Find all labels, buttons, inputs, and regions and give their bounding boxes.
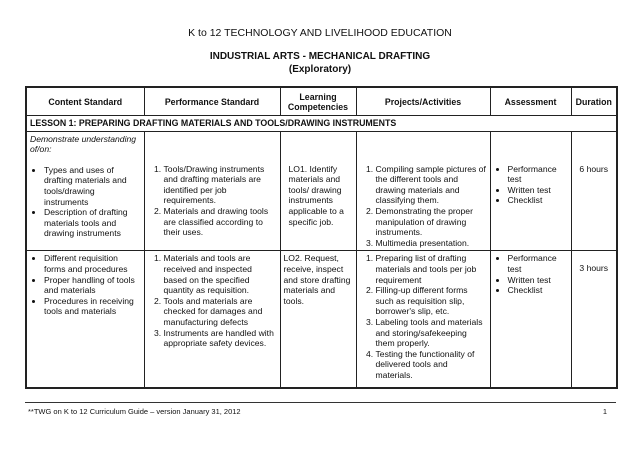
list-item: 1. Compiling sample pictures of the different tools and drawing materials and classifying them. bbox=[376, 164, 487, 206]
list-item: • Performance test bbox=[508, 164, 568, 185]
list-item: 3. Multimedia presentation. bbox=[376, 238, 487, 249]
col-header: Content Standard bbox=[26, 87, 144, 116]
table-row bbox=[26, 251, 617, 388]
table-row bbox=[26, 131, 617, 251]
list-item: 3. Labeling tools and materials and storing/safekeeping them properly. bbox=[376, 317, 487, 349]
duration: 6 hours bbox=[571, 131, 617, 251]
list-item: 1. Materials and tools are received and inspected based on the specified quantity as requisition. bbox=[164, 253, 277, 295]
list-item: 3. Instruments are handled with appropriate safety devices. bbox=[164, 328, 277, 349]
duration: 3 hours bbox=[571, 251, 617, 388]
list-item: 2. Demonstrating the proper manipulation of drawing instruments. bbox=[376, 206, 487, 238]
page-number: 1 bbox=[602, 407, 607, 416]
subject-type: (Exploratory) bbox=[288, 64, 352, 75]
list-item: • Written test bbox=[508, 185, 568, 196]
doc-subtitle bbox=[0, 50, 640, 76]
competency: LO1. Identify materials and tools/ drawing instruments applicable to a specific job. bbox=[280, 131, 356, 251]
col-header: Projects/Activities bbox=[356, 87, 490, 116]
list-item: 1. Preparing list of drafting materials and tools per job requirement bbox=[376, 253, 487, 285]
col-header: Assessment bbox=[490, 87, 571, 116]
list-item: • Different requisition forms and procedures bbox=[44, 253, 141, 274]
list-item: • Checklist bbox=[508, 195, 568, 206]
col-header: Duration bbox=[571, 87, 617, 116]
list-item: 2. Tools and materials are checked for damages and manufacturing defects bbox=[164, 296, 277, 328]
col-header: Learning Competencies bbox=[280, 87, 356, 116]
content-intro: Demonstrate understanding of/on: bbox=[30, 133, 137, 155]
list-item: • Performance test bbox=[508, 253, 568, 274]
subject-title: INDUSTRIAL ARTS - MECHANICAL DRAFTING bbox=[209, 51, 431, 62]
list-item: • Types and uses of drafting materials and tools/drawing instruments bbox=[44, 165, 141, 207]
footer-divider bbox=[25, 402, 616, 403]
footer-note: **TWG on K to 12 Curriculum Guide – version January 31, 2012 bbox=[28, 407, 241, 416]
list-item: 2. Materials and drawing tools are classified according to their uses. bbox=[164, 206, 277, 238]
list-item: 2. Filling-up different forms such as requisition slip, borrower's slip, etc. bbox=[376, 285, 487, 317]
list-item: • Checklist bbox=[508, 285, 568, 296]
list-item: 4. Testing the functionality of delivered tools and materials. bbox=[376, 349, 487, 381]
list-item: • Written test bbox=[508, 275, 568, 286]
lesson-title: LESSON 1: PREPARING DRAFTING MATERIALS AND TOOLS/DRAWING INSTRUMENTS bbox=[26, 116, 617, 132]
header-row bbox=[26, 87, 617, 116]
list-item: • Description of drafting materials tools and drawing instruments bbox=[44, 207, 141, 239]
doc-title: K to 12 TECHNOLOGY AND LIVELIHOOD EDUCATION bbox=[188, 27, 452, 39]
list-item: 1. Tools/Drawing instruments and drafting materials are identified per job requirements. bbox=[164, 164, 277, 206]
list-item: • Procedures in receiving tools and materials bbox=[44, 296, 141, 317]
curriculum-table bbox=[25, 86, 618, 389]
competency: LO2. Request, receive, inspect and store drafting materials and tools. bbox=[280, 251, 356, 388]
list-item: • Proper handling of tools and materials bbox=[44, 275, 141, 296]
col-header: Performance Standard bbox=[144, 87, 280, 116]
lesson-row bbox=[26, 116, 617, 132]
